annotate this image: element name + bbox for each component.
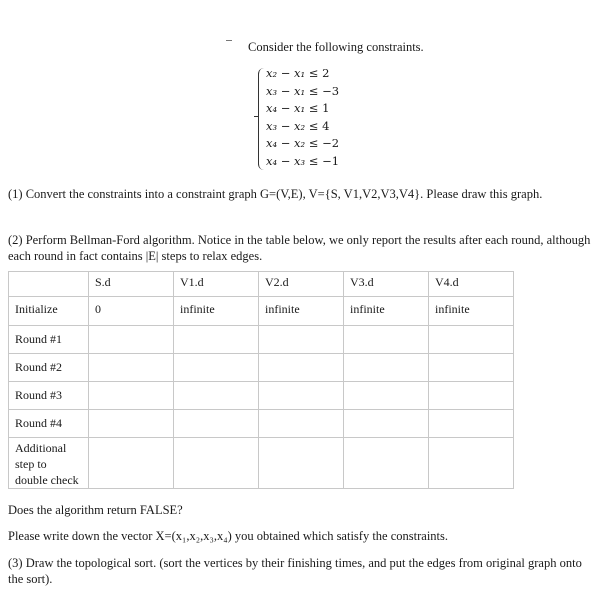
question-3: (3) Draw the topological sort. (sort the vertices by their finishing times, and put the edges from original graph onto the sort). — [8, 556, 582, 586]
table-cell[interactable] — [429, 410, 514, 438]
row-label: Additional step to double check — [9, 438, 89, 489]
question-vector: Please write down the vector X=(x₁,x₂,x₃,x₄) you obtained which satisfy the constraints. — [8, 529, 449, 543]
page-heading: Consider the following constraints. — [248, 40, 424, 54]
table-cell[interactable] — [344, 354, 429, 382]
table-row — [9, 382, 514, 410]
table-header-cell — [9, 272, 89, 297]
table-cell[interactable] — [174, 354, 259, 382]
table-cell[interactable] — [429, 438, 514, 489]
constraint-system — [258, 66, 368, 174]
constraint-operator: ≤ — [308, 66, 323, 80]
table-row — [9, 326, 514, 354]
table-row — [9, 438, 514, 489]
table-header-cell: V3.d — [344, 272, 429, 297]
table-cell[interactable] — [259, 382, 344, 410]
table-cell[interactable] — [89, 382, 174, 410]
constraint-lhs: x₂ − x₁ — [266, 66, 309, 80]
table-cell[interactable] — [89, 438, 174, 489]
constraint-operator: ≤ — [308, 101, 323, 115]
constraint-lhs: x₄ − x₃ — [266, 153, 309, 168]
table-row — [9, 410, 514, 438]
constraint-row — [266, 154, 339, 168]
constraint-rhs: −1 — [322, 153, 340, 168]
constraint-lhs: x₄ − x₂ — [266, 136, 309, 150]
row-label: Initialize — [9, 297, 89, 326]
table-cell[interactable] — [174, 326, 259, 354]
table-cell[interactable] — [429, 326, 514, 354]
row-label: Round #2 — [9, 354, 89, 382]
table-cell[interactable] — [344, 410, 429, 438]
table-cell[interactable]: infinite — [344, 297, 429, 326]
constraint-lhs: x₃ − x₁ — [266, 83, 309, 98]
table-cell[interactable] — [259, 354, 344, 382]
constraint-row — [266, 119, 329, 133]
table-cell[interactable]: infinite — [429, 297, 514, 326]
table-cell[interactable] — [89, 354, 174, 382]
table-cell[interactable] — [259, 438, 344, 489]
table-header-cell: V1.d — [174, 272, 259, 297]
constraint-rhs: 2 — [322, 66, 330, 80]
table-row — [9, 354, 514, 382]
table-cell[interactable] — [259, 410, 344, 438]
table-cell[interactable] — [344, 326, 429, 354]
decorative-dash — [226, 40, 232, 41]
constraint-operator: ≤ — [308, 153, 323, 168]
table-header-cell: V2.d — [259, 272, 344, 297]
row-label: Round #4 — [9, 410, 89, 438]
constraint-lhs: x₄ − x₁ — [266, 101, 309, 115]
table-cell[interactable]: 0 — [89, 297, 174, 326]
table-cell[interactable] — [89, 326, 174, 354]
constraint-row — [266, 101, 329, 115]
question-1: (1) Convert the constraints into a constraint graph G=(V,E), V={S, V1,V2,V3,V4}. Please draw this graph. — [8, 187, 543, 201]
table-cell[interactable] — [344, 438, 429, 489]
constraint-operator: ≤ — [308, 136, 323, 150]
table-cell[interactable] — [89, 410, 174, 438]
left-brace — [258, 68, 265, 170]
table-cell[interactable] — [174, 410, 259, 438]
table-row — [9, 297, 514, 326]
table-cell[interactable] — [174, 438, 259, 489]
constraint-operator: ≤ — [308, 83, 323, 98]
table-cell[interactable]: infinite — [174, 297, 259, 326]
question-false: Does the algorithm return FALSE? — [8, 503, 183, 517]
constraint-rhs: −3 — [322, 83, 340, 98]
left-brace-tip — [254, 116, 258, 117]
table-cell[interactable] — [344, 382, 429, 410]
table-cell[interactable] — [429, 382, 514, 410]
constraint-rhs: 4 — [322, 118, 330, 133]
table-cell[interactable] — [259, 326, 344, 354]
constraint-rhs: −2 — [322, 136, 340, 150]
row-label: Round #3 — [9, 382, 89, 410]
constraint-rhs: 1 — [322, 101, 330, 115]
constraint-row — [266, 84, 339, 98]
table-cell[interactable] — [174, 382, 259, 410]
table-header-row — [9, 272, 514, 297]
table-header-cell: V4.d — [429, 272, 514, 297]
table-header-cell: S.d — [89, 272, 174, 297]
constraint-row — [266, 136, 339, 150]
constraint-lhs: x₃ − x₂ — [266, 118, 309, 133]
table-cell[interactable] — [429, 354, 514, 382]
row-label: Round #1 — [9, 326, 89, 354]
constraint-operator: ≤ — [308, 118, 323, 133]
constraint-row — [266, 66, 329, 80]
bellman-ford-table — [8, 271, 514, 489]
table-cell[interactable]: infinite — [259, 297, 344, 326]
question-2: (2) Perform Bellman-Ford algorithm. Notice in the table below, we only report the results after each round, although each round in fact contains |E| steps to relax edges. — [8, 233, 591, 263]
